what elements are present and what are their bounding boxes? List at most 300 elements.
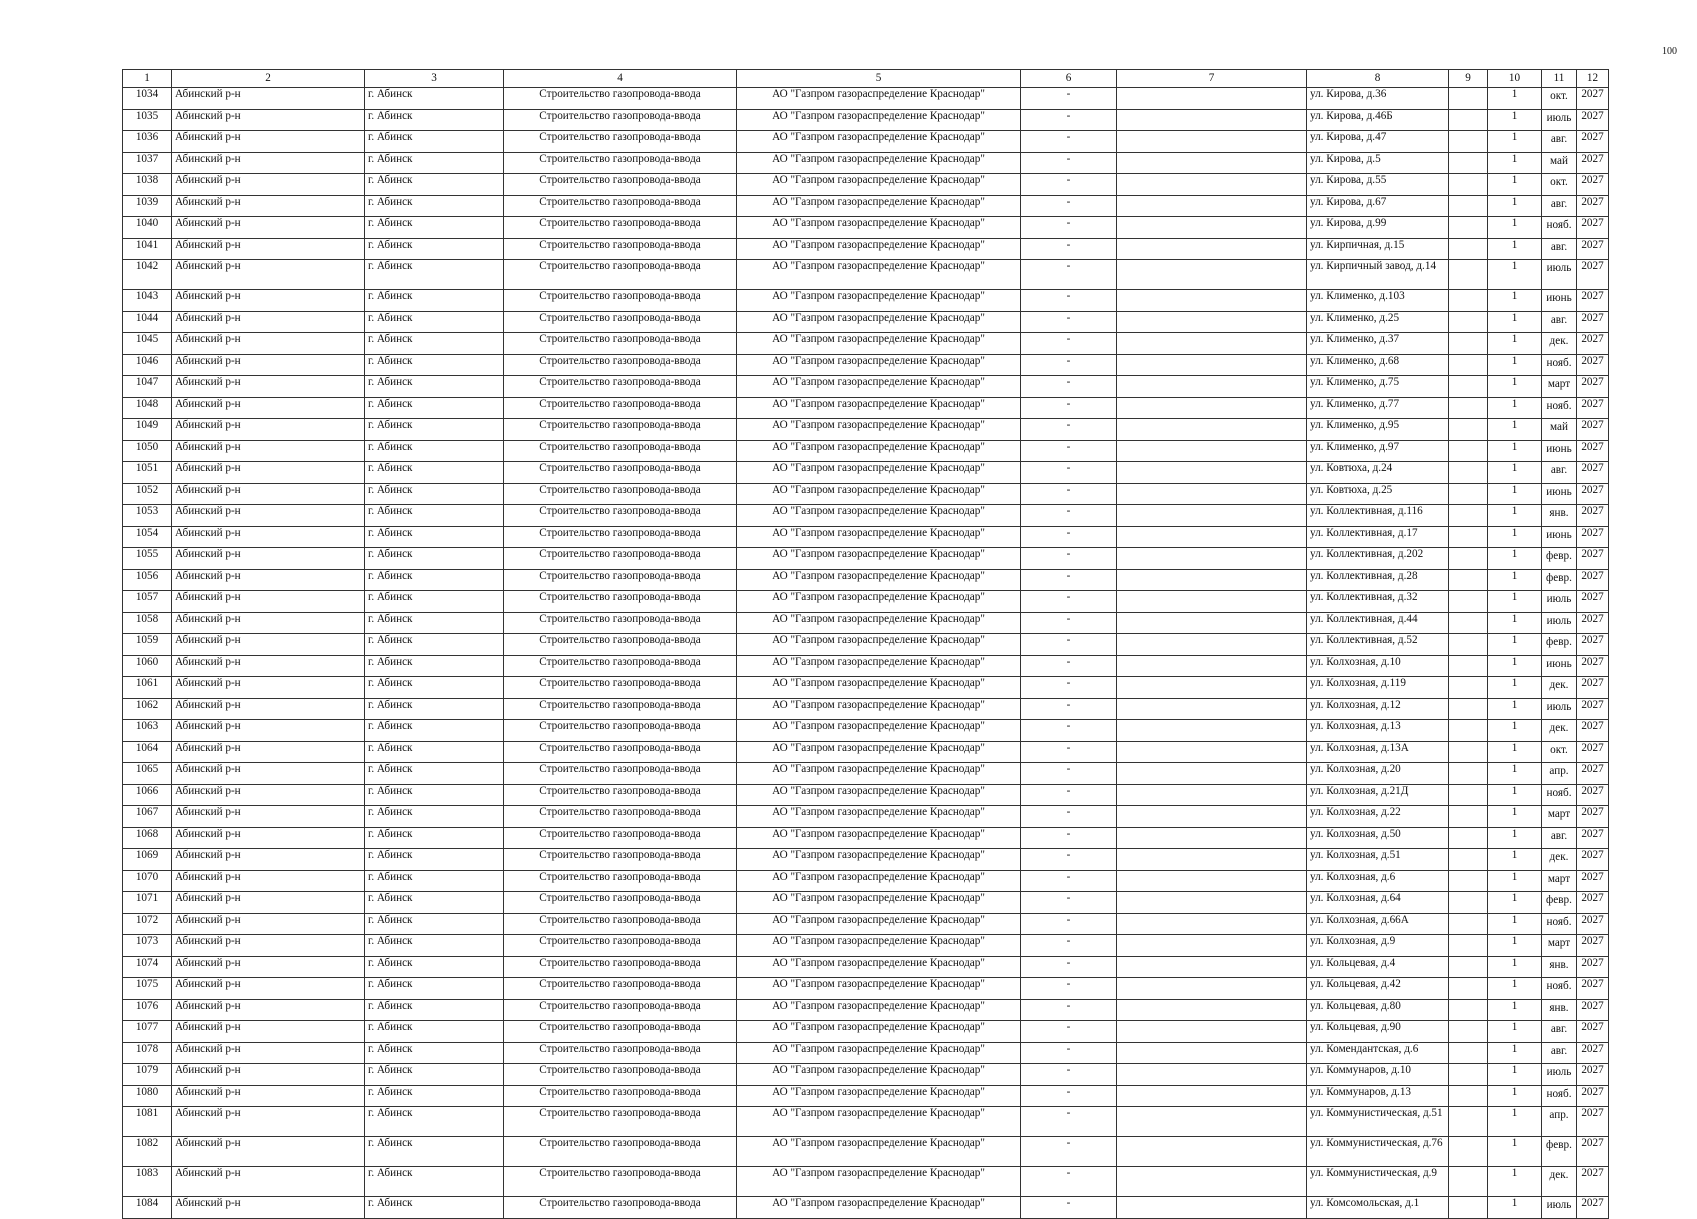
address-cell: ул. Колхозная, д.119 — [1307, 677, 1449, 699]
page-number: 100 — [1662, 46, 1677, 57]
town-cell: г. Абинск — [365, 1107, 504, 1137]
table-row — [123, 978, 1609, 1000]
town-cell: г. Абинск — [365, 634, 504, 656]
organization-cell: АО "Газпром газораспределение Краснодар" — [737, 109, 1021, 131]
district-cell: Абинский р-н — [172, 956, 365, 978]
table-row — [123, 354, 1609, 376]
column-7-cell — [1117, 440, 1307, 462]
district-cell: Абинский р-н — [172, 333, 365, 355]
column-9-cell — [1449, 109, 1488, 131]
column-6-cell: - — [1021, 1107, 1117, 1137]
work-type-cell: Строительство газопровода-ввода — [504, 419, 737, 441]
table-row — [123, 956, 1609, 978]
year-cell: 2027 — [1577, 1137, 1609, 1167]
column-9-cell — [1449, 612, 1488, 634]
organization-cell: АО "Газпром газораспределение Краснодар" — [737, 505, 1021, 527]
district-cell: Абинский р-н — [172, 1167, 365, 1197]
row-number-cell: 1052 — [123, 483, 172, 505]
quantity-cell: 1 — [1488, 462, 1542, 484]
year-cell: 2027 — [1577, 741, 1609, 763]
column-9-cell — [1449, 238, 1488, 260]
year-cell: 2027 — [1577, 1064, 1609, 1086]
organization-cell: АО "Газпром газораспределение Краснодар" — [737, 870, 1021, 892]
town-cell: г. Абинск — [365, 290, 504, 312]
year-cell: 2027 — [1577, 260, 1609, 290]
work-type-cell: Строительство газопровода-ввода — [504, 238, 737, 260]
town-cell: г. Абинск — [365, 419, 504, 441]
month-cell: нояб. — [1542, 354, 1577, 376]
row-number-cell: 1046 — [123, 354, 172, 376]
district-cell: Абинский р-н — [172, 483, 365, 505]
month-cell: авг. — [1542, 311, 1577, 333]
column-7-cell — [1117, 827, 1307, 849]
column-9-cell — [1449, 1085, 1488, 1107]
column-7-cell — [1117, 784, 1307, 806]
district-cell: Абинский р-н — [172, 290, 365, 312]
table-row — [123, 849, 1609, 871]
column-6-cell: - — [1021, 956, 1117, 978]
organization-cell: АО "Газпром газораспределение Краснодар" — [737, 1107, 1021, 1137]
work-type-cell: Строительство газопровода-ввода — [504, 698, 737, 720]
address-cell: ул. Кирова, д.5 — [1307, 152, 1449, 174]
row-number-cell: 1082 — [123, 1137, 172, 1167]
row-number-cell: 1055 — [123, 548, 172, 570]
row-number-cell: 1057 — [123, 591, 172, 613]
town-cell: г. Абинск — [365, 548, 504, 570]
month-cell: дек. — [1542, 849, 1577, 871]
month-cell: дек. — [1542, 720, 1577, 742]
column-6-cell: - — [1021, 462, 1117, 484]
address-cell: ул. Клименко, д.68 — [1307, 354, 1449, 376]
column-6-cell: - — [1021, 483, 1117, 505]
table-row — [123, 462, 1609, 484]
district-cell: Абинский р-н — [172, 505, 365, 527]
address-cell: ул. Коллективная, д.17 — [1307, 526, 1449, 548]
district-cell: Абинский р-н — [172, 440, 365, 462]
address-cell: ул. Кирова, д.67 — [1307, 195, 1449, 217]
work-type-cell: Строительство газопровода-ввода — [504, 397, 737, 419]
organization-cell: АО "Газпром газораспределение Краснодар" — [737, 238, 1021, 260]
column-9-cell — [1449, 935, 1488, 957]
district-cell: Абинский р-н — [172, 784, 365, 806]
column-6-cell: - — [1021, 913, 1117, 935]
column-7-cell — [1117, 935, 1307, 957]
town-cell: г. Абинск — [365, 174, 504, 196]
month-cell: февр. — [1542, 634, 1577, 656]
district-cell: Абинский р-н — [172, 354, 365, 376]
month-cell: февр. — [1542, 569, 1577, 591]
column-9-cell — [1449, 784, 1488, 806]
year-cell: 2027 — [1577, 238, 1609, 260]
town-cell: г. Абинск — [365, 397, 504, 419]
organization-cell: АО "Газпром газораспределение Краснодар" — [737, 720, 1021, 742]
year-cell: 2027 — [1577, 440, 1609, 462]
column-7-cell — [1117, 109, 1307, 131]
column-7-cell — [1117, 1167, 1307, 1197]
work-type-cell: Строительство газопровода-ввода — [504, 612, 737, 634]
district-cell: Абинский р-н — [172, 612, 365, 634]
town-cell: г. Абинск — [365, 440, 504, 462]
year-cell: 2027 — [1577, 354, 1609, 376]
organization-cell: АО "Газпром газораспределение Краснодар" — [737, 526, 1021, 548]
column-6-cell: - — [1021, 109, 1117, 131]
quantity-cell: 1 — [1488, 849, 1542, 871]
column-7-cell — [1117, 1107, 1307, 1137]
year-cell: 2027 — [1577, 1042, 1609, 1064]
address-cell: ул. Клименко, д.77 — [1307, 397, 1449, 419]
address-cell: ул. Колхозная, д.13А — [1307, 741, 1449, 763]
table-row — [123, 238, 1609, 260]
column-9-cell — [1449, 892, 1488, 914]
district-cell: Абинский р-н — [172, 999, 365, 1021]
month-cell: нояб. — [1542, 217, 1577, 239]
quantity-cell: 1 — [1488, 1064, 1542, 1086]
month-cell: июль — [1542, 1064, 1577, 1086]
work-type-cell: Строительство газопровода-ввода — [504, 741, 737, 763]
address-cell: ул. Колхозная, д.66А — [1307, 913, 1449, 935]
organization-cell: АО "Газпром газораспределение Краснодар" — [737, 376, 1021, 398]
address-cell: ул. Ковтюха, д.25 — [1307, 483, 1449, 505]
column-9-cell — [1449, 483, 1488, 505]
town-cell: г. Абинск — [365, 526, 504, 548]
work-type-cell: Строительство газопровода-ввода — [504, 260, 737, 290]
table-row — [123, 591, 1609, 613]
year-cell: 2027 — [1577, 397, 1609, 419]
column-6-cell: - — [1021, 88, 1117, 110]
column-9-cell — [1449, 591, 1488, 613]
column-9-cell — [1449, 548, 1488, 570]
quantity-cell: 1 — [1488, 1021, 1542, 1043]
address-cell: ул. Коллективная, д.32 — [1307, 591, 1449, 613]
column-9-cell — [1449, 698, 1488, 720]
column-6-cell: - — [1021, 1085, 1117, 1107]
town-cell: г. Абинск — [365, 131, 504, 153]
month-cell: февр. — [1542, 548, 1577, 570]
column-7-cell — [1117, 131, 1307, 153]
quantity-cell: 1 — [1488, 311, 1542, 333]
column-9-cell — [1449, 827, 1488, 849]
town-cell: г. Абинск — [365, 1021, 504, 1043]
work-type-cell: Строительство газопровода-ввода — [504, 174, 737, 196]
month-cell: авг. — [1542, 238, 1577, 260]
district-cell: Абинский р-н — [172, 397, 365, 419]
month-cell: нояб. — [1542, 913, 1577, 935]
month-cell: нояб. — [1542, 978, 1577, 1000]
quantity-cell: 1 — [1488, 612, 1542, 634]
district-cell: Абинский р-н — [172, 677, 365, 699]
header-cell: 11 — [1542, 70, 1577, 88]
organization-cell: АО "Газпром газораспределение Краснодар" — [737, 152, 1021, 174]
column-9-cell — [1449, 174, 1488, 196]
column-9-cell — [1449, 978, 1488, 1000]
year-cell: 2027 — [1577, 935, 1609, 957]
row-number-cell: 1040 — [123, 217, 172, 239]
column-9-cell — [1449, 1021, 1488, 1043]
column-6-cell: - — [1021, 1197, 1117, 1219]
address-cell: ул. Колхозная, д.21Д — [1307, 784, 1449, 806]
row-number-cell: 1078 — [123, 1042, 172, 1064]
year-cell: 2027 — [1577, 333, 1609, 355]
work-type-cell: Строительство газопровода-ввода — [504, 376, 737, 398]
work-type-cell: Строительство газопровода-ввода — [504, 1085, 737, 1107]
organization-cell: АО "Газпром газораспределение Краснодар" — [737, 612, 1021, 634]
month-cell: янв. — [1542, 956, 1577, 978]
work-type-cell: Строительство газопровода-ввода — [504, 892, 737, 914]
address-cell: ул. Коллективная, д.52 — [1307, 634, 1449, 656]
district-cell: Абинский р-н — [172, 698, 365, 720]
quantity-cell: 1 — [1488, 290, 1542, 312]
row-number-cell: 1049 — [123, 419, 172, 441]
table-row — [123, 333, 1609, 355]
table-row — [123, 88, 1609, 110]
table-row — [123, 677, 1609, 699]
row-number-cell: 1071 — [123, 892, 172, 914]
work-type-cell: Строительство газопровода-ввода — [504, 720, 737, 742]
town-cell: г. Абинск — [365, 612, 504, 634]
column-9-cell — [1449, 677, 1488, 699]
town-cell: г. Абинск — [365, 849, 504, 871]
column-6-cell: - — [1021, 1021, 1117, 1043]
address-cell: ул. Клименко, д.37 — [1307, 333, 1449, 355]
row-number-cell: 1058 — [123, 612, 172, 634]
table-row — [123, 526, 1609, 548]
address-cell: ул. Кирова, д.46Б — [1307, 109, 1449, 131]
year-cell: 2027 — [1577, 1167, 1609, 1197]
work-type-cell: Строительство газопровода-ввода — [504, 935, 737, 957]
month-cell: окт. — [1542, 741, 1577, 763]
row-number-cell: 1037 — [123, 152, 172, 174]
quantity-cell: 1 — [1488, 569, 1542, 591]
work-type-cell: Строительство газопровода-ввода — [504, 956, 737, 978]
table-row — [123, 1021, 1609, 1043]
address-cell: ул. Колхозная, д.51 — [1307, 849, 1449, 871]
organization-cell: АО "Газпром газораспределение Краснодар" — [737, 634, 1021, 656]
work-type-cell: Строительство газопровода-ввода — [504, 109, 737, 131]
address-cell: ул. Колхозная, д.22 — [1307, 806, 1449, 828]
year-cell: 2027 — [1577, 612, 1609, 634]
district-cell: Абинский р-н — [172, 1085, 365, 1107]
quantity-cell: 1 — [1488, 892, 1542, 914]
row-number-cell: 1051 — [123, 462, 172, 484]
column-7-cell — [1117, 999, 1307, 1021]
town-cell: г. Абинск — [365, 698, 504, 720]
column-6-cell: - — [1021, 260, 1117, 290]
year-cell: 2027 — [1577, 591, 1609, 613]
table-row — [123, 1107, 1609, 1137]
column-7-cell — [1117, 526, 1307, 548]
column-7-cell — [1117, 333, 1307, 355]
column-9-cell — [1449, 397, 1488, 419]
column-7-cell — [1117, 677, 1307, 699]
organization-cell: АО "Газпром газораспределение Краснодар" — [737, 956, 1021, 978]
month-cell: авг. — [1542, 827, 1577, 849]
column-7-cell — [1117, 741, 1307, 763]
quantity-cell: 1 — [1488, 526, 1542, 548]
quantity-cell: 1 — [1488, 419, 1542, 441]
column-9-cell — [1449, 913, 1488, 935]
district-cell: Абинский р-н — [172, 88, 365, 110]
quantity-cell: 1 — [1488, 870, 1542, 892]
quantity-cell: 1 — [1488, 376, 1542, 398]
address-cell: ул. Коллективная, д.116 — [1307, 505, 1449, 527]
month-cell: авг. — [1542, 462, 1577, 484]
year-cell: 2027 — [1577, 956, 1609, 978]
town-cell: г. Абинск — [365, 1085, 504, 1107]
district-cell: Абинский р-н — [172, 569, 365, 591]
address-cell: ул. Клименко, д.25 — [1307, 311, 1449, 333]
district-cell: Абинский р-н — [172, 892, 365, 914]
district-cell: Абинский р-н — [172, 741, 365, 763]
row-number-cell: 1067 — [123, 806, 172, 828]
year-cell: 2027 — [1577, 174, 1609, 196]
column-6-cell: - — [1021, 1137, 1117, 1167]
organization-cell: АО "Газпром газораспределение Краснодар" — [737, 591, 1021, 613]
town-cell: г. Абинск — [365, 109, 504, 131]
column-7-cell — [1117, 376, 1307, 398]
work-type-cell: Строительство газопровода-ввода — [504, 870, 737, 892]
district-cell: Абинский р-н — [172, 849, 365, 871]
organization-cell: АО "Газпром газораспределение Краснодар" — [737, 174, 1021, 196]
quantity-cell: 1 — [1488, 655, 1542, 677]
column-6-cell: - — [1021, 892, 1117, 914]
column-9-cell — [1449, 1064, 1488, 1086]
header-row — [123, 70, 1609, 88]
month-cell: янв. — [1542, 999, 1577, 1021]
row-number-cell: 1054 — [123, 526, 172, 548]
organization-cell: АО "Газпром газораспределение Краснодар" — [737, 548, 1021, 570]
organization-cell: АО "Газпром газораспределение Краснодар" — [737, 440, 1021, 462]
header-cell: 12 — [1577, 70, 1609, 88]
row-number-cell: 1079 — [123, 1064, 172, 1086]
organization-cell: АО "Газпром газораспределение Краснодар" — [737, 333, 1021, 355]
town-cell: г. Абинск — [365, 376, 504, 398]
work-type-cell: Строительство газопровода-ввода — [504, 569, 737, 591]
district-cell: Абинский р-н — [172, 195, 365, 217]
column-6-cell: - — [1021, 397, 1117, 419]
table-row — [123, 505, 1609, 527]
column-7-cell — [1117, 698, 1307, 720]
town-cell: г. Абинск — [365, 935, 504, 957]
year-cell: 2027 — [1577, 677, 1609, 699]
column-6-cell: - — [1021, 376, 1117, 398]
district-cell: Абинский р-н — [172, 217, 365, 239]
address-cell: ул. Коммунаров, д.10 — [1307, 1064, 1449, 1086]
table-row — [123, 784, 1609, 806]
organization-cell: АО "Газпром газораспределение Краснодар" — [737, 741, 1021, 763]
row-number-cell: 1062 — [123, 698, 172, 720]
month-cell: март — [1542, 376, 1577, 398]
address-cell: ул. Кирова, д.36 — [1307, 88, 1449, 110]
work-type-cell: Строительство газопровода-ввода — [504, 634, 737, 656]
month-cell: март — [1542, 806, 1577, 828]
district-cell: Абинский р-н — [172, 935, 365, 957]
address-cell: ул. Кирова, д.55 — [1307, 174, 1449, 196]
quantity-cell: 1 — [1488, 397, 1542, 419]
column-6-cell: - — [1021, 354, 1117, 376]
row-number-cell: 1065 — [123, 763, 172, 785]
year-cell: 2027 — [1577, 548, 1609, 570]
organization-cell: АО "Газпром газораспределение Краснодар" — [737, 999, 1021, 1021]
table-row — [123, 419, 1609, 441]
district-cell: Абинский р-н — [172, 462, 365, 484]
quantity-cell: 1 — [1488, 827, 1542, 849]
table-row — [123, 152, 1609, 174]
column-7-cell — [1117, 419, 1307, 441]
column-9-cell — [1449, 260, 1488, 290]
work-type-cell: Строительство газопровода-ввода — [504, 526, 737, 548]
address-cell: ул. Комендантская, д.6 — [1307, 1042, 1449, 1064]
work-type-cell: Строительство газопровода-ввода — [504, 1167, 737, 1197]
work-type-cell: Строительство газопровода-ввода — [504, 88, 737, 110]
quantity-cell: 1 — [1488, 1107, 1542, 1137]
column-9-cell — [1449, 526, 1488, 548]
row-number-cell: 1044 — [123, 311, 172, 333]
column-9-cell — [1449, 999, 1488, 1021]
column-6-cell: - — [1021, 1167, 1117, 1197]
quantity-cell: 1 — [1488, 634, 1542, 656]
column-9-cell — [1449, 462, 1488, 484]
row-number-cell: 1036 — [123, 131, 172, 153]
quantity-cell: 1 — [1488, 152, 1542, 174]
district-cell: Абинский р-н — [172, 238, 365, 260]
column-7-cell — [1117, 913, 1307, 935]
work-type-cell: Строительство газопровода-ввода — [504, 440, 737, 462]
town-cell: г. Абинск — [365, 591, 504, 613]
quantity-cell: 1 — [1488, 913, 1542, 935]
table-row — [123, 1064, 1609, 1086]
town-cell: г. Абинск — [365, 763, 504, 785]
district-cell: Абинский р-н — [172, 260, 365, 290]
year-cell: 2027 — [1577, 311, 1609, 333]
quantity-cell: 1 — [1488, 238, 1542, 260]
row-number-cell: 1074 — [123, 956, 172, 978]
district-cell: Абинский р-н — [172, 870, 365, 892]
table-row — [123, 999, 1609, 1021]
month-cell: окт. — [1542, 88, 1577, 110]
quantity-cell: 1 — [1488, 978, 1542, 1000]
district-cell: Абинский р-н — [172, 174, 365, 196]
work-type-cell: Строительство газопровода-ввода — [504, 763, 737, 785]
table-row — [123, 569, 1609, 591]
column-6-cell: - — [1021, 1064, 1117, 1086]
work-type-cell: Строительство газопровода-ввода — [504, 462, 737, 484]
column-7-cell — [1117, 462, 1307, 484]
column-7-cell — [1117, 505, 1307, 527]
row-number-cell: 1069 — [123, 849, 172, 871]
row-number-cell: 1083 — [123, 1167, 172, 1197]
column-9-cell — [1449, 1042, 1488, 1064]
month-cell: май — [1542, 152, 1577, 174]
address-cell: ул. Коммунистическая, д.76 — [1307, 1137, 1449, 1167]
row-number-cell: 1066 — [123, 784, 172, 806]
work-type-cell: Строительство газопровода-ввода — [504, 354, 737, 376]
organization-cell: АО "Газпром газораспределение Краснодар" — [737, 397, 1021, 419]
district-cell: Абинский р-н — [172, 109, 365, 131]
table-row — [123, 870, 1609, 892]
table-row — [123, 397, 1609, 419]
town-cell: г. Абинск — [365, 238, 504, 260]
town-cell: г. Абинск — [365, 195, 504, 217]
row-number-cell: 1053 — [123, 505, 172, 527]
organization-cell: АО "Газпром газораспределение Краснодар" — [737, 311, 1021, 333]
address-cell: ул. Колхозная, д.20 — [1307, 763, 1449, 785]
column-6-cell: - — [1021, 849, 1117, 871]
header-cell: 5 — [737, 70, 1021, 88]
address-cell: ул. Клименко, д.95 — [1307, 419, 1449, 441]
district-cell: Абинский р-н — [172, 634, 365, 656]
organization-cell: АО "Газпром газораспределение Краснодар" — [737, 217, 1021, 239]
quantity-cell: 1 — [1488, 354, 1542, 376]
